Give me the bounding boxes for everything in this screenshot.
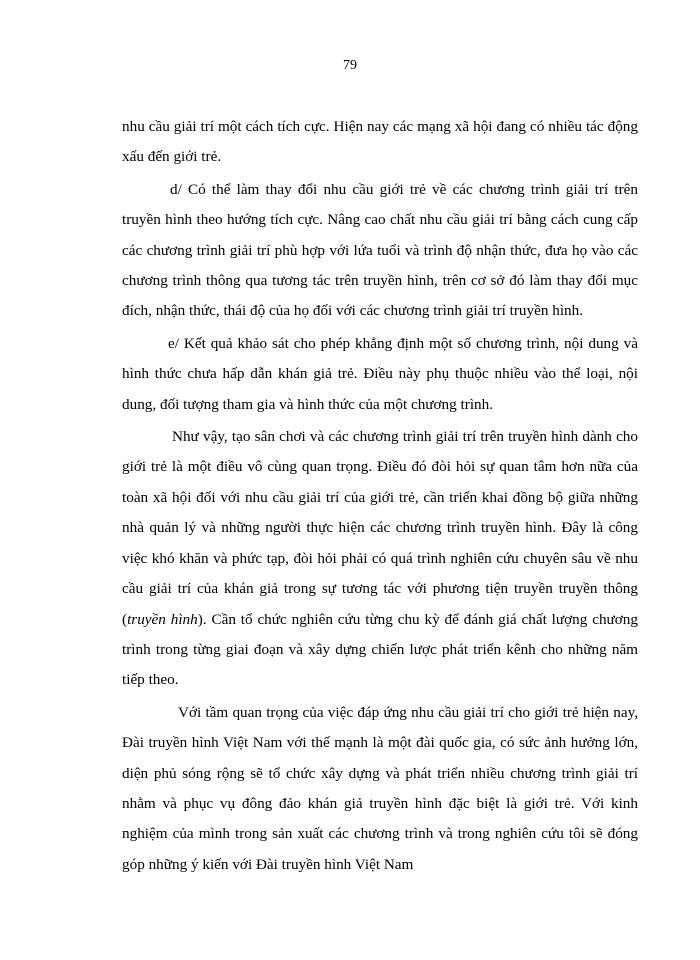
- paragraph-conclusion: [122, 422, 638, 696]
- body-text: [122, 112, 638, 880]
- paragraph-1: nhu cầu giải trí một cách tích cực. Hiện nay các mạng xã hội đang có nhiều tác động xấu đến giới trẻ.: [122, 118, 638, 166]
- paragraph-conclusion-text-end: ). Cần tổ chức nghiên cứu từng chu kỳ để đánh giá chất lượng chương trình trong từng giai đoạn và xây dựng chiến lược phát triển kênh cho những năm tiếp theo.: [122, 610, 638, 689]
- paragraph-final: Với tầm quan trọng của việc đáp ứng nhu cầu giải trí cho giới trẻ hiện nay, Đài truyền hình Việt Nam với thế mạnh là một đài quốc gia, có sức ảnh hưởng lớn, diện phủ sóng rộng sẽ tổ chức xây dựng và phát triển nhiều chương trình giải trí nhằm và phục vụ đông đảo khán giả truyền hình đặc biệt là giới trẻ. Với kinh nghiệm của mình trong sản xuất các chương trình và trong nghiên cứu tôi sẽ đóng góp những ý kiến với Đài truyền hình Việt Nam: [122, 703, 638, 873]
- paragraph-d: d/ Có thể làm thay đổi nhu cầu giới trẻ về các chương trình giải trí trên truyền hình theo hướng tích cực. Nâng cao chất nhu cầu giải trí bằng cách cung cấp các chương trình giải trí phù hợp với lứa tuổi và trình độ nhận thức, đưa họ vào các chương trình thông qua tương tác trên truyền hình, trên cơ sở đó làm thay đổi mục đích, nhận thức, thái độ của họ đối với các chương trình giải trí truyền hình.: [122, 180, 638, 320]
- paragraph-conclusion-italic: truyền hình: [127, 610, 198, 628]
- paragraph-e: e/ Kết quả khảo sát cho phép khẳng định một số chương trình, nội dung và hình thức chưa hấp dẫn khán giả trẻ. Điều này phụ thuộc nhiều vào thể loại, nội dung, đối tượng tham gia và hình thức của một chương trình.: [122, 334, 638, 413]
- paragraph-conclusion-text-start: Như vậy, tạo sân chơi và các chương trình giải trí trên truyền hình dành cho giới trẻ là một điều vô cùng quan trọng. Điều đó đòi hỏi sự quan tâm hơn nữa của toàn xã hội đối với nhu cầu giải trí của giới trẻ, cần triển khai đồng bộ giữa những nhà quản lý và những người thực hiện các chương trình truyền hình. Đây là công việc khó khăn và phức tạp, đòi hỏi phải có quá trình nghiên cứu chuyên sâu về nhu cầu giải trí của khán giả trong sự tương tác với phương tiện truyền truyền thông (: [122, 428, 638, 628]
- page-number: 79: [343, 58, 357, 73]
